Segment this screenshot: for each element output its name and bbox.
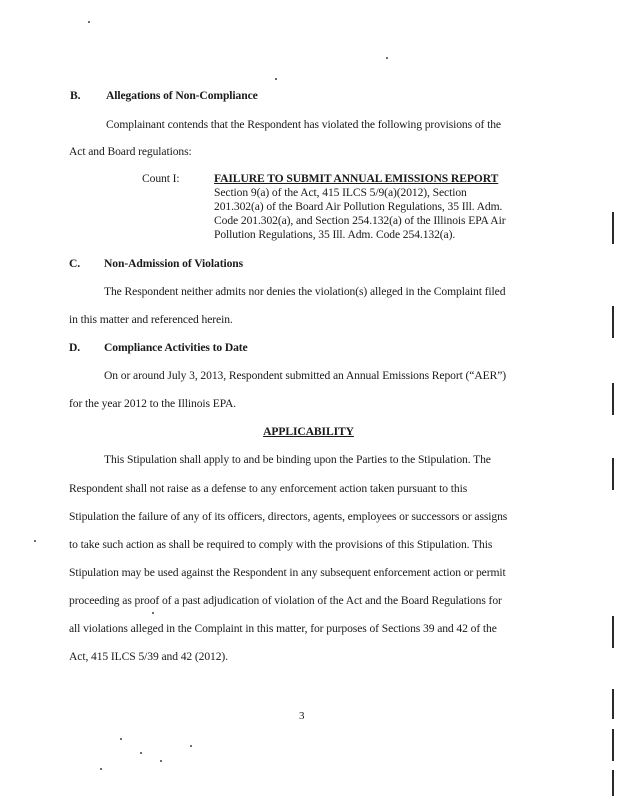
count-label: Count I: bbox=[142, 172, 180, 185]
applicability-line-6: proceeding as proof of a past adjudication of violation of the Act and the Board Regulations for bbox=[69, 594, 502, 607]
scan-margin-mark bbox=[612, 770, 614, 796]
count-line-4: Pollution Regulations, 35 Ill. Adm. Code 254.132(a). bbox=[214, 228, 456, 241]
scan-speck bbox=[275, 78, 277, 80]
applicability-line-7: all violations alleged in the Complaint in this matter, for purposes of Sections 39 and 42 of the bbox=[69, 622, 497, 635]
applicability-heading: APPLICABILITY bbox=[263, 425, 354, 438]
section-d-heading: Compliance Activities to Date bbox=[104, 341, 248, 354]
section-d-letter: D. bbox=[69, 341, 81, 354]
section-d-line-1: On or around July 3, 2013, Respondent submitted an Annual Emissions Report (“AER”) bbox=[104, 369, 507, 382]
scan-speck bbox=[152, 612, 154, 614]
scan-margin-mark bbox=[612, 458, 614, 490]
section-c-line-2: in this matter and referenced herein. bbox=[69, 313, 233, 326]
section-c-heading: Non-Admission of Violations bbox=[104, 257, 244, 270]
scan-margin-mark bbox=[612, 616, 614, 648]
scan-speck bbox=[100, 768, 102, 770]
scan-margin-mark bbox=[612, 383, 614, 415]
count-line-2: 201.302(a) of the Board Air Pollution Regulations, 35 Ill. Adm. bbox=[214, 200, 503, 213]
page-number: 3 bbox=[299, 710, 305, 722]
section-c-line-1: The Respondent neither admits nor denies the violation(s) alleged in the Complaint filed bbox=[104, 285, 506, 298]
scan-speck bbox=[190, 745, 192, 747]
applicability-line-3: Stipulation the failure of any of its officers, directors, agents, employees or successors or assigns bbox=[69, 510, 508, 523]
count-line-3: Code 201.302(a), and Section 254.132(a) of the Illinois EPA Air bbox=[214, 214, 506, 227]
scan-margin-mark bbox=[612, 212, 614, 244]
section-c-letter: C. bbox=[69, 257, 81, 270]
count-title: FAILURE TO SUBMIT ANNUAL EMISSIONS REPORT bbox=[214, 172, 499, 185]
count-line-1: Section 9(a) of the Act, 415 ILCS 5/9(a)(2012), Section bbox=[214, 186, 467, 199]
applicability-line-1: This Stipulation shall apply to and be binding upon the Parties to the Stipulation. The bbox=[104, 453, 491, 466]
applicability-line-4: to take such action as shall be required to comply with the provisions of this Stipulation. This bbox=[69, 538, 493, 551]
scan-margin-mark bbox=[612, 306, 614, 338]
applicability-line-2: Respondent shall not raise as a defense to any enforcement action taken pursuant to this bbox=[69, 482, 468, 495]
section-b-heading: Allegations of Non-Compliance bbox=[106, 89, 258, 102]
scan-speck bbox=[160, 760, 162, 762]
section-b-line-1: Complainant contends that the Respondent has violated the following provisions of the bbox=[106, 118, 501, 131]
applicability-line-8: Act, 415 ILCS 5/39 and 42 (2012). bbox=[69, 650, 228, 663]
section-b-letter: B. bbox=[70, 89, 81, 102]
section-d-line-2: for the year 2012 to the Illinois EPA. bbox=[69, 397, 237, 410]
scan-speck bbox=[34, 540, 36, 542]
section-b-line-2: Act and Board regulations: bbox=[69, 145, 192, 158]
scan-speck bbox=[120, 738, 122, 740]
scan-speck bbox=[140, 752, 142, 754]
scan-margin-mark bbox=[612, 729, 614, 761]
scan-speck bbox=[88, 21, 90, 23]
applicability-line-5: Stipulation may be used against the Respondent in any subsequent enforcement action or permit bbox=[69, 566, 506, 579]
scan-margin-mark bbox=[612, 689, 614, 719]
scan-speck bbox=[386, 57, 388, 59]
